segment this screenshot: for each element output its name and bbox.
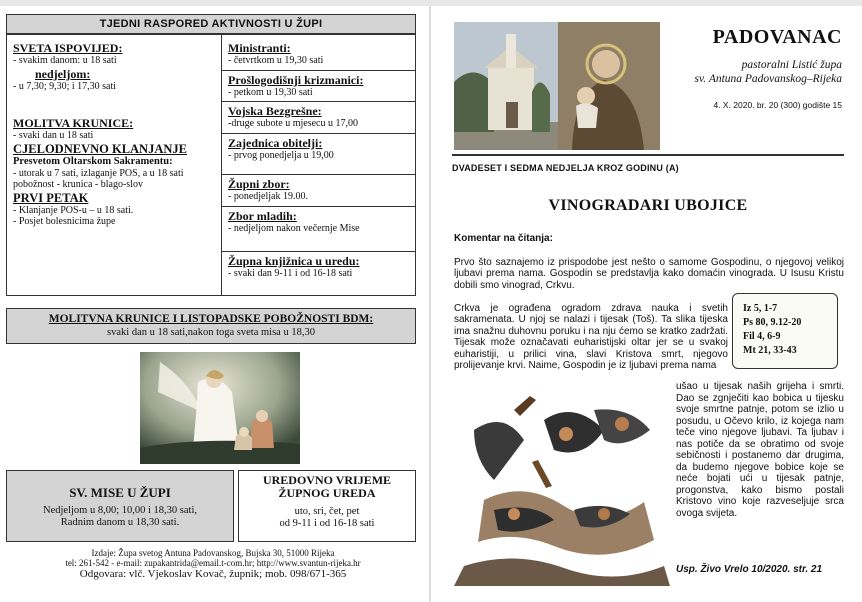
reading-1: Iz 5, 1-7 bbox=[743, 303, 778, 314]
top-bar bbox=[0, 0, 862, 6]
krunica-heading: MOLITVA KRUNICE: bbox=[13, 116, 134, 130]
mladi-text: - nedjeljom nakon večernje Mise bbox=[228, 222, 360, 234]
klanjanje-text: - utorak u 7 sati, izlaganje POS, a u 18 sati pobožnost - krunica - blago-slov bbox=[13, 167, 184, 190]
article-intro-text: Prvo što saznajemo iz prispodobe jest nešto o samome Gospodinu, o njegovoj velikoj ljubavi prema nama. Gospodin se predstavlja kako domaćin vinograda. U Isusu Kristu dobili smo vinograd, Crkvu. bbox=[454, 257, 844, 291]
krunica-text: - svaki dan u 18 sati bbox=[13, 130, 94, 141]
knjiznica-heading: Župna knjižnica u uredu: bbox=[228, 254, 360, 268]
ured-line-1: uto, sri, čet, pet bbox=[294, 506, 360, 517]
ured-title-2: ŽUPNOG UREDA bbox=[278, 486, 376, 500]
schedule-column-right bbox=[222, 35, 415, 295]
komentar-heading: Komentar na čitanja: bbox=[454, 233, 553, 244]
footer-publisher: Izdaje: Župa svetog Antuna Padovanskog, Bujska 30, 51000 Rijeka bbox=[91, 548, 335, 558]
schedule-box bbox=[6, 34, 416, 296]
article-column-2-text: ušao u tijesak naših grijeha i smrti. Dao se zgnječiti kao bobica u tijesku svoje smrtne patnje, potom se izlio u posudu, u Očevo krilo, iz kojega nam teče vino njegove ljubavi. Ta ljubav i nas potiče da se obratimo od svoje sebičnosti i postanemo dar drugima, da budemo njegove bobice koje se neće bojati ući u tijesak patnje, progonstva, kako bismo postali Kristovo vino koje razveseljuje srca ovoga svijeta. bbox=[676, 381, 844, 519]
newsletter-title: PADOVANAC bbox=[712, 26, 842, 48]
article-paragraph-narrow bbox=[454, 303, 728, 371]
mise-title: SV. MISE U ŽUPI bbox=[69, 485, 171, 500]
page-divider bbox=[429, 6, 431, 602]
vojska-block bbox=[222, 101, 415, 133]
guardian-angel-image bbox=[140, 352, 300, 464]
ured-title-1: UREDOVNO VRIJEME bbox=[262, 473, 392, 487]
article-narrow-text: Crkva je ograđena ogradom zdrava nauka i svetih sakramenata. U njoj se nalazi i tijesak (Toš). Ta slika tijeska ima snažnu duhovnu poruku i na nju ćemo se kratko zadržati. Tijesak može označavati euharistijski oltar jer se u svakoj euharistiji, u prilici vina, slavi Kristova smrt, njegovo prolijevanje krvi. Naime, Gospodin je iz ljubavi prema nama bbox=[454, 303, 728, 372]
newsletter-subtitle-1: pastoralni Listić župa bbox=[741, 59, 842, 71]
article-paragraph-full bbox=[454, 257, 844, 291]
mladi-heading: Zbor mladih: bbox=[228, 208, 297, 223]
nedjeljom-heading: nedjeljom: bbox=[35, 66, 91, 81]
article-source: Usp. Živo Vrelo 10/2020. str. 21 bbox=[676, 564, 823, 575]
petak-heading: PRVI PETAK bbox=[13, 190, 89, 205]
article-column-2 bbox=[676, 381, 844, 519]
article-title: VINOGRADARI UBOJICE bbox=[548, 197, 748, 214]
ministranti-text: - četvrtkom u 19,30 sati bbox=[228, 55, 324, 66]
molitva-box bbox=[6, 308, 416, 344]
vojska-text: -druge subote u mjesecu u 17,00 bbox=[228, 118, 358, 129]
schedule-column-left bbox=[7, 35, 222, 295]
zbor-text: - ponedjeljak 19.00. bbox=[228, 191, 308, 202]
footer-responsible: Odgovara: vlč. Vjekoslav Kovač, župnik; mob. 098/671-365 bbox=[79, 568, 347, 580]
mise-line-1: Nedjeljom u 8,00; 10,00 i 18,30 sati, bbox=[43, 505, 197, 516]
obitelji-text: - prvog ponedjelja u 19,00 bbox=[228, 149, 334, 161]
reading-3: Fil 4, 6-9 bbox=[743, 331, 781, 342]
issue-date: 4. X. 2020. br. 20 (300) godište 15 bbox=[713, 100, 842, 110]
klanjanje-subheading: Presvetom Oltarskom Sakramentu: bbox=[13, 155, 173, 167]
sunday-label: DVADESET I SEDMA NEDJELJA KROZ GODINU (A) bbox=[452, 163, 679, 173]
knjiznica-block bbox=[222, 251, 415, 283]
mladi-block bbox=[222, 206, 415, 252]
krizmanici-block bbox=[222, 70, 415, 102]
reading-2: Ps 80, 9.12-20 bbox=[743, 317, 802, 328]
readings-scroll bbox=[732, 293, 838, 369]
krizmanici-text: - petkom u 19,30 sati bbox=[228, 86, 313, 98]
footer-contact: tel: 261-542 - e-mail: zupakantrida@email.t-com.hr; http://www.svantun-rijeka.hr bbox=[65, 558, 361, 568]
obitelji-heading: Zajednica obitelji: bbox=[228, 135, 323, 150]
molitva-heading: MOLITVNA KRUNICE I LISTOPADSKE POBOŽNOSTI BDM: bbox=[48, 313, 374, 325]
masthead bbox=[660, 26, 842, 110]
petak-text-2: - Posjet bolesnicima župe bbox=[13, 216, 116, 227]
schedule-header: TJEDNI RASPORED AKTIVNOSTI U ŽUPI bbox=[6, 14, 416, 34]
molitva-text: svaki dan u 18 sati,nakon toga sveta misa u 18,30 bbox=[107, 327, 315, 338]
mise-line-2: Radnim danom u 18,30 sati. bbox=[60, 517, 180, 528]
newsletter-subtitle-2: sv. Antuna Padovanskog–Rijeka bbox=[694, 73, 842, 85]
church-and-saint-photo bbox=[454, 22, 660, 150]
ispovijed-text: - svakim danom: u 18 sati bbox=[13, 55, 117, 66]
masthead-rule bbox=[452, 154, 844, 156]
reading-4: Mt 21, 33-43 bbox=[743, 345, 797, 356]
ministranti-heading: Ministranti: bbox=[228, 41, 291, 55]
zbor-heading: Župni zbor: bbox=[228, 177, 290, 191]
petak-text-1: - Klanjanje POS-u – u 18 sati. bbox=[13, 204, 134, 216]
ispovijed-heading: SVETA ISPOVIJED: bbox=[13, 41, 123, 55]
knjiznica-text: - svaki dan 9-11 i od 16-18 sati bbox=[228, 268, 353, 279]
obitelji-block bbox=[222, 133, 415, 175]
nedjeljom-text: - u 7,30; 9,30; i 17,30 sati bbox=[13, 80, 117, 92]
klanjanje-heading: CJELODNEVNO KLANJANJE bbox=[13, 141, 187, 156]
ured-box bbox=[238, 470, 416, 542]
mise-box bbox=[6, 470, 234, 542]
zbor-block bbox=[222, 174, 415, 206]
vinedressers-illustration bbox=[454, 390, 670, 586]
ured-line-2: od 9-11 i od 16-18 sati bbox=[279, 518, 375, 529]
vojska-heading: Vojska Bezgrešne: bbox=[228, 104, 322, 118]
footer bbox=[0, 548, 426, 580]
ministranti-block bbox=[222, 41, 415, 70]
krizmanici-heading: Prošlogodišnji krizmanici: bbox=[228, 72, 364, 87]
